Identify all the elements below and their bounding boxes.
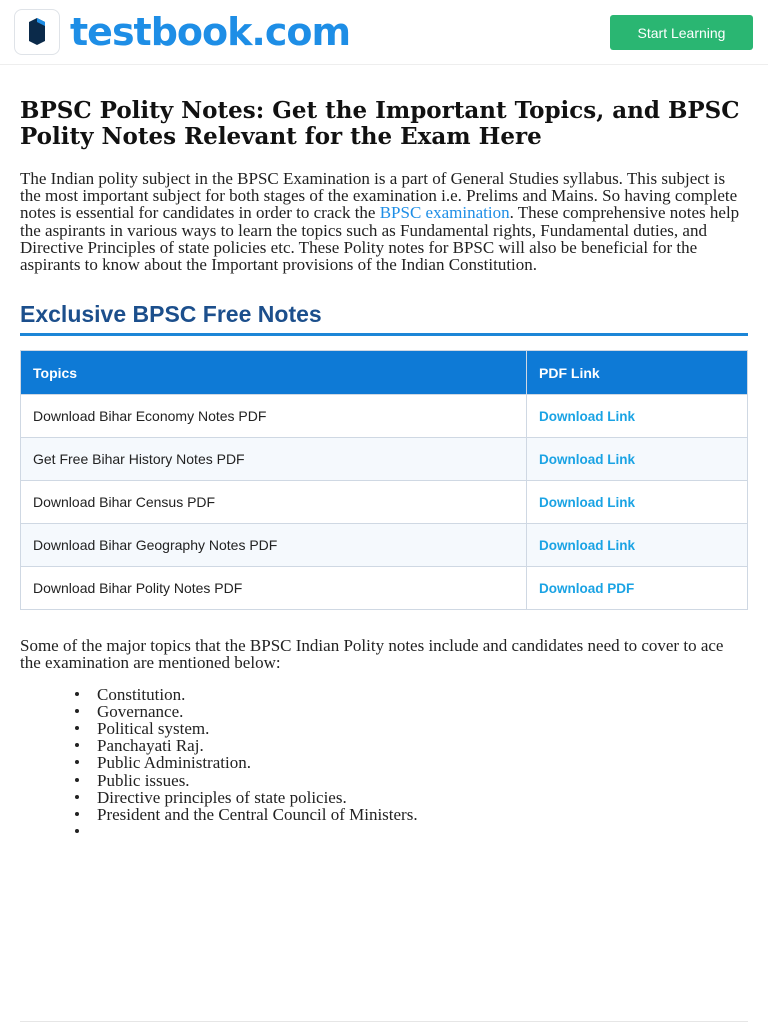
link-cell xyxy=(527,395,748,438)
intro-text-part1: The Indian polity subject in the BPSC Examination is a part of General Studies syllabus. This subject is the most important subject for both stages of the examination i.e. Prelims and Mains. So having complete notes is essential for candidates in order to crack the xyxy=(20,169,738,223)
table-row xyxy=(21,481,748,524)
list-item-text: Public Administration. xyxy=(97,753,251,773)
list-item-text: Panchayati Raj. xyxy=(97,736,204,756)
table-row xyxy=(21,524,748,567)
bullet-icon xyxy=(75,829,79,833)
table-header-row xyxy=(21,351,748,395)
list-item-text xyxy=(97,822,101,841)
notes-table xyxy=(20,350,748,610)
site-logo[interactable] xyxy=(14,9,350,55)
list-item-text: Governance. xyxy=(97,701,184,721)
logo-text: testbook.com xyxy=(70,10,351,54)
list-item-text: President and the Central Council of Ministers. xyxy=(97,805,418,825)
table-row xyxy=(21,567,748,610)
list-item xyxy=(97,806,748,823)
list-item-text: Constitution. xyxy=(97,684,186,704)
topics-intro-paragraph: Some of the major topics that the BPSC Indian Polity notes include and candidates need to cover to ace the examination are mentioned below: xyxy=(20,636,724,673)
download-link[interactable]: Download Link xyxy=(539,495,635,511)
bullet-icon xyxy=(75,795,79,799)
bpsc-examination-link[interactable]: BPSC examination xyxy=(379,203,510,223)
list-item-text: Directive principles of state policies. xyxy=(97,787,347,807)
footer-divider xyxy=(20,1021,748,1022)
column-header-pdf-link: PDF Link xyxy=(527,351,748,395)
list-item xyxy=(97,737,748,754)
table-row xyxy=(21,438,748,481)
section-heading: Exclusive BPSC Free Notes xyxy=(20,301,748,336)
download-link[interactable]: Download Link xyxy=(539,409,635,425)
bullet-icon xyxy=(75,692,79,696)
list-item-text: Political system. xyxy=(97,719,210,739)
intro-paragraph xyxy=(20,170,748,273)
link-cell xyxy=(527,481,748,524)
topic-cell: Download Bihar Geography Notes PDF xyxy=(21,524,527,567)
bullet-icon xyxy=(75,812,79,816)
intro-text-part2: . These comprehensive notes help the aspirants in various ways to learn the topics such as Fundamental rights, Fundamental duties, and Directive Principles of state policies etc. These Polity notes for BPSC will also be beneficial for the aspirants to know about the Important provisions of the Indian Constitution. xyxy=(20,203,740,275)
bullet-icon xyxy=(75,709,79,713)
topic-cell: Download Bihar Census PDF xyxy=(21,481,527,524)
list-item xyxy=(97,703,748,720)
link-cell xyxy=(527,438,748,481)
topics-list xyxy=(20,686,748,841)
bullet-icon xyxy=(75,778,79,782)
link-cell xyxy=(527,567,748,610)
topic-cell: Download Bihar Economy Notes PDF xyxy=(21,395,527,438)
bullet-icon xyxy=(75,760,79,764)
download-link[interactable]: Download Link xyxy=(539,538,635,554)
article-content xyxy=(20,98,748,840)
table-row xyxy=(21,395,748,438)
column-header-topics: Topics xyxy=(21,351,527,395)
download-pdf-link[interactable]: Download PDF xyxy=(539,581,635,597)
list-item xyxy=(97,772,748,789)
start-learning-button[interactable]: Start Learning xyxy=(610,15,753,50)
list-item xyxy=(97,754,748,771)
site-header xyxy=(0,0,768,65)
list-item-text: Public issues. xyxy=(97,770,190,790)
download-link[interactable]: Download Link xyxy=(539,452,635,468)
list-item xyxy=(97,686,748,703)
list-item xyxy=(97,789,748,806)
page-title: BPSC Polity Notes: Get the Important Topics, and BPSC Polity Notes Relevant for the Exam Here xyxy=(20,97,740,150)
list-item xyxy=(97,823,748,840)
bullet-icon xyxy=(75,743,79,747)
bullet-icon xyxy=(75,726,79,730)
topic-cell: Download Bihar Polity Notes PDF xyxy=(21,567,527,610)
link-cell xyxy=(527,524,748,567)
testbook-logo-icon xyxy=(14,9,60,55)
list-item xyxy=(97,720,748,737)
topic-cell: Get Free Bihar History Notes PDF xyxy=(21,438,527,481)
